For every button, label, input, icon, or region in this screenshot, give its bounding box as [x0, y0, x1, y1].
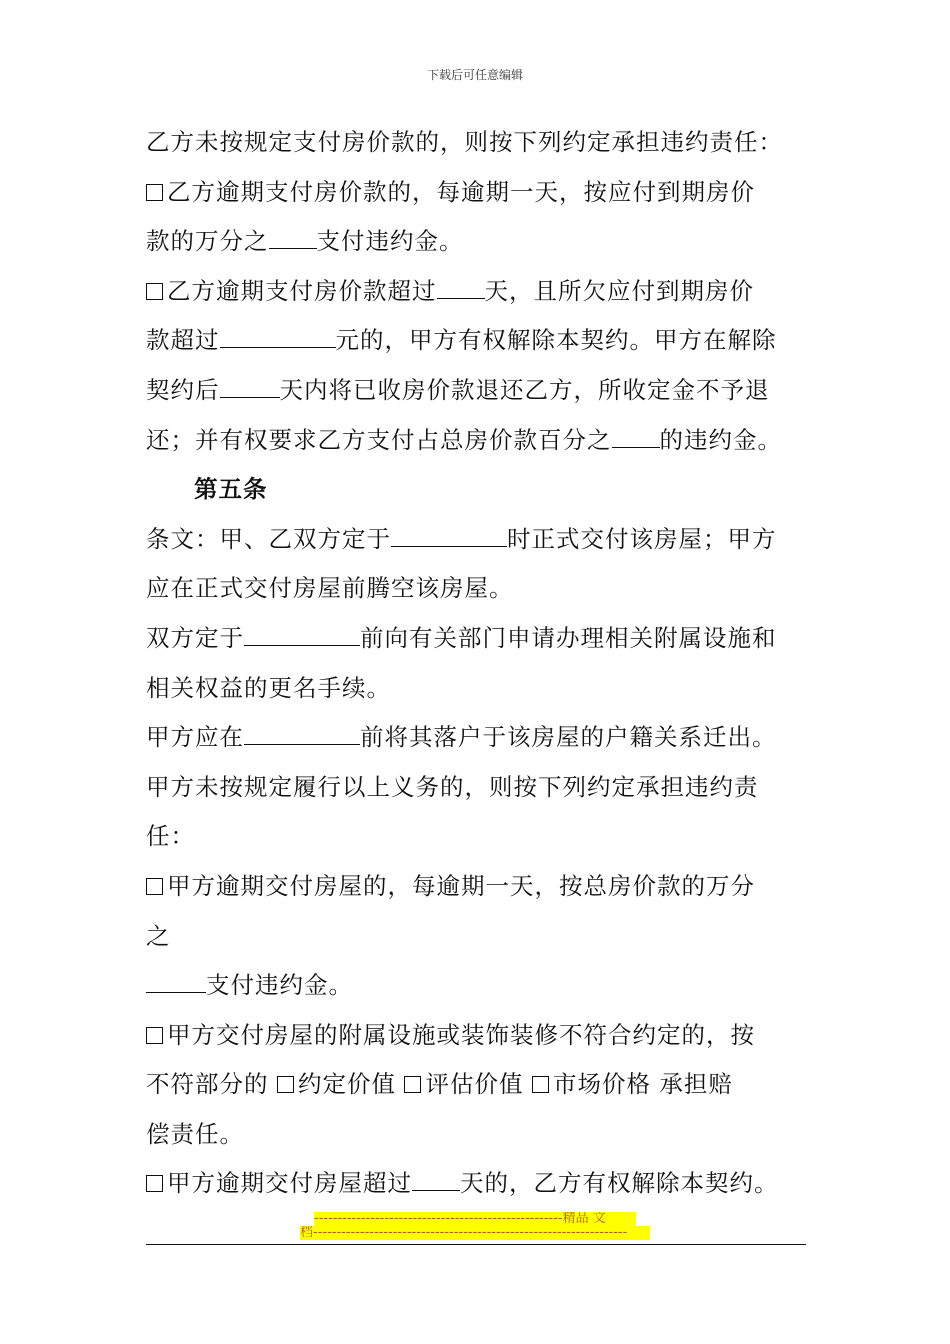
checkbox[interactable]: [404, 1076, 421, 1093]
text-segment: 之: [146, 921, 171, 950]
fill-blank[interactable]: [220, 377, 280, 398]
text-line: [146, 763, 816, 813]
fill-blank[interactable]: [220, 327, 336, 348]
fill-blank[interactable]: [269, 228, 317, 249]
text-line: [146, 1011, 816, 1061]
text-line: [146, 664, 816, 714]
text-segment: 甲方未按规定履行以上义务的，则按下列约定承担违约责: [146, 772, 759, 801]
text-segment: 市场价格 承担赔: [552, 1070, 733, 1099]
text-segment: 乙方逾期支付房价款的，每逾期一天，按应付到期房价: [167, 177, 755, 206]
text-segment: 甲方逾期交付房屋的，每逾期一天，按总房价款的万分: [167, 871, 755, 900]
text-segment: 甲方逾期交付房屋超过: [167, 1169, 412, 1198]
footer-watermark: [300, 1212, 650, 1240]
text-segment: 还；并有权要求乙方支付占总房价款百分之: [146, 425, 612, 454]
text-segment: 评估价值: [425, 1070, 532, 1099]
footer-divider: [146, 1244, 806, 1245]
text-segment: 乙方逾期支付房价款超过: [167, 276, 437, 305]
checkbox[interactable]: [146, 878, 163, 895]
text-segment: 任：: [146, 822, 195, 851]
text-line: [146, 1110, 816, 1160]
text-segment: 第五条: [194, 475, 268, 504]
fill-blank[interactable]: [391, 526, 507, 547]
text-segment: 款的万分之: [146, 227, 269, 256]
checkbox[interactable]: [146, 283, 163, 300]
text-line: [146, 1060, 816, 1110]
text-segment: 天内将已收房价款退还乙方，所收定金不予退: [279, 375, 770, 404]
text-segment: 偿责任。: [146, 1119, 244, 1148]
text-line: [146, 862, 816, 912]
checkbox[interactable]: [277, 1076, 294, 1093]
text-line: [146, 614, 816, 664]
text-segment: 甲方交付房屋的附属设施或装饰装修不符合约定的，按: [167, 1020, 755, 1049]
checkbox[interactable]: [146, 1175, 163, 1192]
text-line: [146, 118, 816, 168]
text-segment: 时正式交付该房屋；甲方: [507, 524, 777, 553]
footer-watermark-line-2: 档-------------------------------------------------------------------: [300, 1226, 650, 1240]
text-line: [146, 217, 816, 267]
fill-blank[interactable]: [244, 625, 360, 646]
fill-blank[interactable]: [437, 278, 485, 299]
text-segment: 天，且所欠应付到期房价: [484, 276, 754, 305]
text-segment: 相关权益的更名手续。: [146, 673, 391, 702]
text-line: [146, 416, 816, 466]
text-segment: 不符部分的: [146, 1070, 277, 1099]
text-segment: 前将其落户于该房屋的户籍关系迁出。: [360, 723, 777, 752]
text-segment: 乙方未按规定支付房价款的，则按下列约定承担违约责任：: [146, 128, 783, 156]
footer-watermark-line-1: -----------------------------------------------------精品 文: [314, 1212, 636, 1226]
text-line: [146, 564, 816, 614]
page-header: 下载后可任意编辑: [426, 68, 523, 82]
text-segment: 款超过: [146, 326, 220, 355]
text-segment: 支付违约金。: [316, 227, 464, 256]
fill-blank[interactable]: [612, 427, 660, 448]
text-segment: 应在正式交付房屋前腾空该房屋。: [146, 574, 514, 603]
fill-blank[interactable]: [244, 724, 360, 745]
text-line: [146, 713, 816, 763]
text-segment: 支付违约金。: [206, 971, 353, 1000]
checkbox[interactable]: [146, 1027, 163, 1044]
fill-blank[interactable]: [412, 1170, 460, 1191]
text-segment: 天的，乙方有权解除本契约。: [460, 1169, 779, 1198]
text-line: [146, 961, 816, 1011]
text-line: [146, 316, 816, 366]
text-line: [146, 515, 816, 565]
text-line: [146, 267, 816, 317]
text-segment: 元的，甲方有权解除本契约。甲方在解除: [335, 326, 777, 355]
text-line: [146, 912, 816, 962]
text-segment: 契约后: [146, 375, 220, 404]
text-segment: 的违约金。: [659, 425, 782, 454]
text-line: [146, 812, 816, 862]
text-segment: 约定价值: [297, 1070, 405, 1099]
text-line: [146, 366, 816, 416]
section-heading: [146, 465, 816, 515]
text-segment: 双方定于: [146, 623, 244, 652]
text-line: [146, 1159, 816, 1209]
text-segment: 前向有关部门申请办理相关附属设施和: [360, 623, 777, 652]
document-body: [146, 118, 816, 1209]
text-line: [146, 168, 816, 218]
text-segment: 条文：甲、乙双方定于: [146, 524, 391, 553]
text-segment: 甲方应在: [146, 723, 244, 752]
checkbox[interactable]: [146, 184, 163, 201]
fill-blank[interactable]: [146, 972, 206, 993]
checkbox[interactable]: [532, 1076, 549, 1093]
